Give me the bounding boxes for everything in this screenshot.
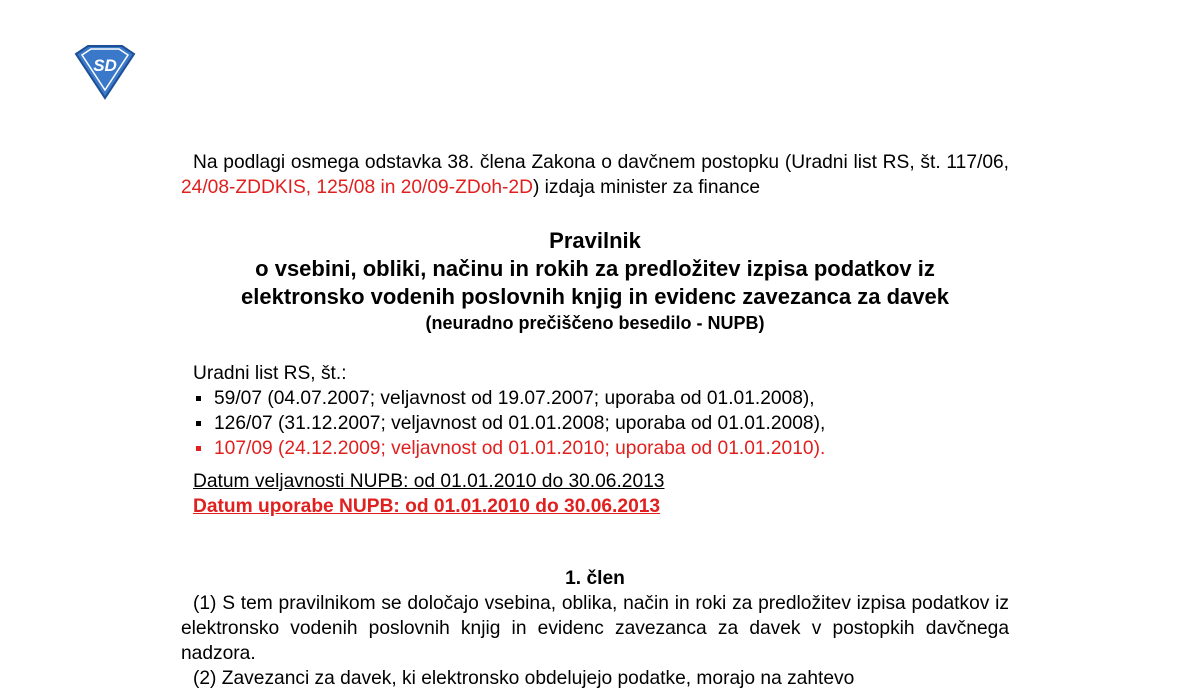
gazette-item: 59/07 (04.07.2007; veljavnost od 19.07.2007; uporaba od 01.01.2008), <box>193 386 1009 411</box>
document-subtitle-line2: elektronsko vodenih poslovnih knjig in evidenc zavezanca za davek <box>241 284 949 309</box>
sd-logo-icon <box>70 44 140 100</box>
article-paragraph-1: (1) S tem pravilnikom se določajo vsebina, oblika, način in roki za predložitev izpisa podatkov iz elektronsko vodenih poslovnih knjig in evidenc zavezanca za davek v postopkih davčnega nadzora. <box>181 593 1009 664</box>
article-paragraph-2: (2) Zavezanci za davek, ki elektronsko obdelujejo podatke, morajo na zahtevo <box>193 668 855 689</box>
application-date-line: Datum uporabe NUPB: od 01.01.2010 do 30.06.2013 <box>193 496 661 517</box>
document-note: (neuradno prečiščeno besedilo - NUPB) <box>425 313 765 333</box>
article-heading: 1. člen <box>565 568 625 589</box>
intro-text-end: ) izdaja minister za finance <box>532 177 761 198</box>
document-subtitle-line1: o vsebini, obliki, načinu in rokih za predložitev izpisa podatkov iz <box>255 256 935 281</box>
gazette-item-highlighted: 107/09 (24.12.2009; veljavnost od 01.01.2010; uporaba od 01.01.2010). <box>193 436 1009 461</box>
svg-text:SD: SD <box>93 56 117 75</box>
gazette-item: 126/07 (31.12.2007; veljavnost od 01.01.2008; uporaba od 01.01.2008), <box>193 411 1009 436</box>
gazette-list <box>193 386 1009 461</box>
document-body <box>181 150 1009 691</box>
gazette-references <box>181 361 1009 461</box>
gazette-heading: Uradni list RS, št.: <box>193 363 347 384</box>
validity-dates <box>181 469 1009 519</box>
document-title: Pravilnik <box>549 228 641 253</box>
validity-date-line: Datum veljavnosti NUPB: od 01.01.2010 do 30.06.2013 <box>193 471 665 492</box>
intro-amendments: 24/08-ZDDKIS, 125/08 in 20/09-ZDoh-2D <box>181 177 533 198</box>
intro-paragraph <box>181 150 1009 200</box>
intro-text: Na podlagi osmega odstavka 38. člena Zakona o davčnem postopku (Uradni list RS, št. 117/06, <box>193 152 1009 173</box>
